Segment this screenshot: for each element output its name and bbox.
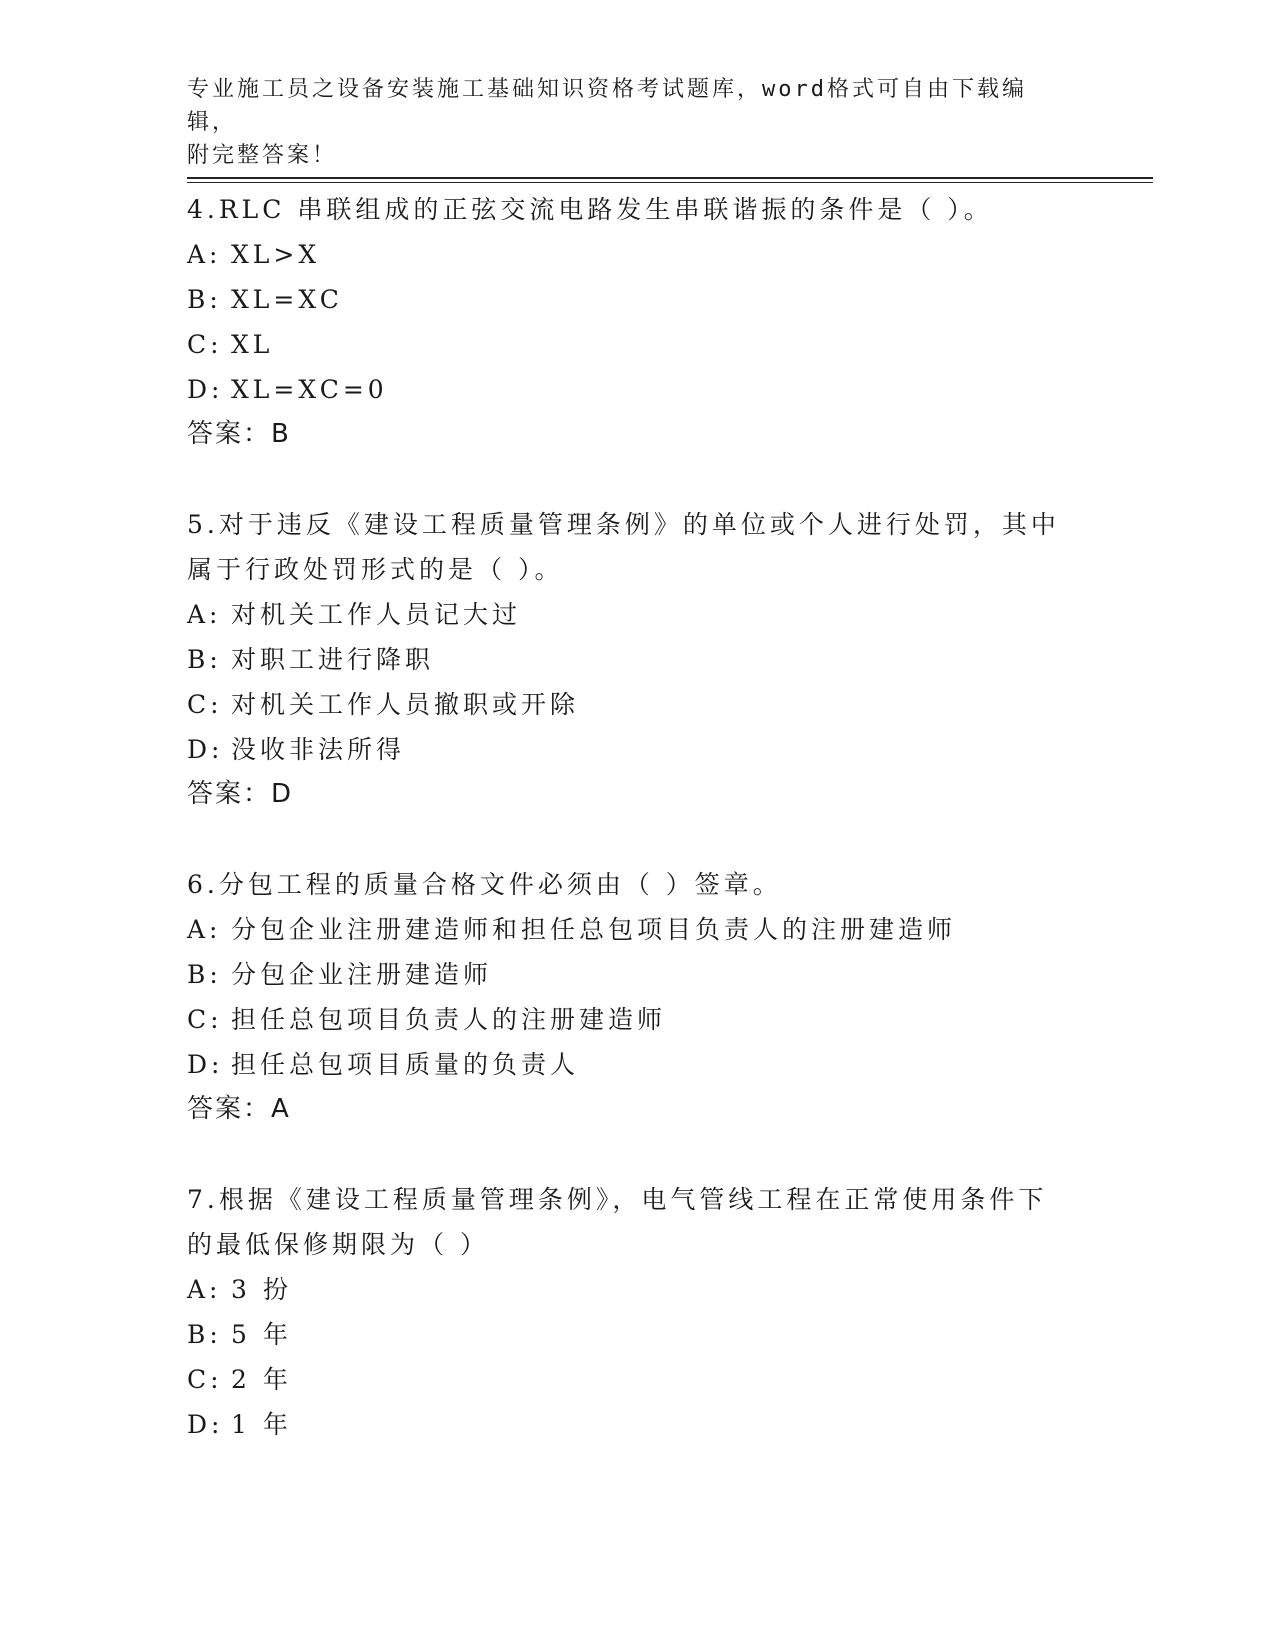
- option-text: 2 年: [231, 1365, 292, 1394]
- option-key: D:: [187, 1410, 224, 1439]
- question-text-continued: 的最低保修期限为（ ）: [187, 1230, 489, 1259]
- option-key: A:: [187, 240, 222, 269]
- option-a: [187, 592, 1067, 637]
- option-c: [187, 1357, 1067, 1402]
- header-line-1: 专业施工员之设备安装施工基础知识资格考试题库，word格式可自由下载编辑，: [187, 77, 1027, 135]
- question-6: [187, 862, 1067, 1132]
- document-header: [187, 73, 1067, 172]
- option-d: [187, 367, 1067, 412]
- option-key: B:: [187, 960, 222, 989]
- spacer: [187, 457, 1067, 502]
- question-text-continued: 属于行政处罚形式的是（ ）。: [187, 555, 564, 584]
- option-text: 5 年: [231, 1320, 292, 1349]
- option-text: 没收非法所得: [231, 735, 406, 764]
- option-key: C:: [187, 330, 223, 359]
- option-b: [187, 637, 1067, 682]
- question-text: 5.对于违反《建设工程质量管理条例》的单位或个人进行处罚，其中: [187, 510, 1060, 539]
- option-key: D:: [187, 375, 224, 404]
- option-text: XL=XC=0: [231, 375, 388, 404]
- header-divider-thin: [187, 182, 1153, 183]
- question-text: 4.RLC 串联组成的正弦交流电路发生串联谐振的条件是（ ）。: [187, 195, 993, 224]
- spacer: [187, 1132, 1067, 1177]
- option-c: [187, 997, 1067, 1042]
- question-4: [187, 187, 1067, 457]
- option-key: C:: [187, 690, 223, 719]
- option-text: 3 扮: [231, 1275, 292, 1304]
- option-key: C:: [187, 1005, 223, 1034]
- option-key: D:: [187, 735, 224, 764]
- answer-label: 答案：D: [187, 779, 294, 809]
- option-a: [187, 1267, 1067, 1312]
- option-text: 分包企业注册建造师和担任总包项目负责人的注册建造师: [231, 915, 957, 944]
- option-text: XL>X: [231, 240, 321, 269]
- option-key: A:: [187, 1275, 222, 1304]
- option-b: [187, 1312, 1067, 1357]
- option-key: C:: [187, 1365, 223, 1394]
- option-text: 担任总包项目负责人的注册建造师: [231, 1005, 667, 1034]
- question-7: [187, 1177, 1067, 1447]
- question-list: [187, 187, 1067, 1447]
- spacer: [187, 817, 1067, 862]
- option-key: D:: [187, 1050, 224, 1079]
- option-key: B:: [187, 645, 222, 674]
- option-text: 担任总包项目质量的负责人: [231, 1050, 580, 1079]
- option-a: [187, 907, 1067, 952]
- header-line-2: 附完整答案！: [187, 143, 338, 168]
- option-key: A:: [187, 915, 222, 944]
- option-text: XL=XC: [231, 285, 343, 314]
- option-d: [187, 1042, 1067, 1087]
- option-text: 1 年: [231, 1410, 292, 1439]
- option-text: XL: [231, 330, 274, 359]
- option-key: A:: [187, 600, 222, 629]
- question-text: 6.分包工程的质量合格文件必须由（ ）签章。: [187, 870, 782, 899]
- option-text: 对机关工作人员撤职或开除: [231, 690, 580, 719]
- answer-label: 答案：A: [187, 1094, 291, 1124]
- answer-label: 答案：B: [187, 419, 291, 449]
- option-b: [187, 277, 1067, 322]
- option-key: B:: [187, 1320, 222, 1349]
- option-text: 分包企业注册建造师: [231, 960, 493, 989]
- option-key: B:: [187, 285, 222, 314]
- question-text: 7.根据《建设工程质量管理条例》，电气管线工程在正常使用条件下: [187, 1185, 1048, 1214]
- option-c: [187, 322, 1067, 367]
- option-text: 对机关工作人员记大过: [231, 600, 522, 629]
- option-d: [187, 1402, 1067, 1447]
- option-a: [187, 232, 1067, 277]
- option-d: [187, 727, 1067, 772]
- question-5: [187, 502, 1067, 817]
- option-c: [187, 682, 1067, 727]
- header-divider: [187, 177, 1153, 179]
- option-b: [187, 952, 1067, 997]
- option-text: 对职工进行降职: [231, 645, 435, 674]
